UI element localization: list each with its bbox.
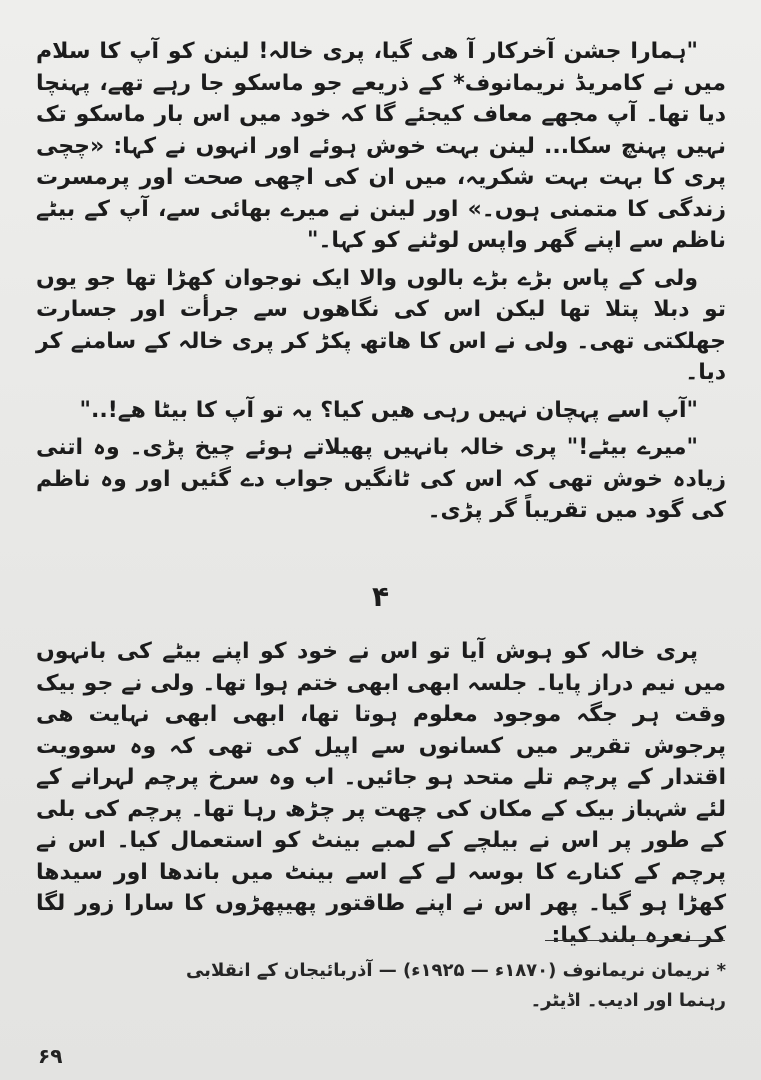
main-text-top — [36, 36, 726, 533]
paragraph-young-man: ولی کے پاس بڑے بڑے بالوں والا ایک نوجوان کھڑا تھا جو یوں تو دبلا پتلا تھا لیکن اس کی نگاھوں سے جرأت اور جسارت جھلکتی تھی۔ ولی نے اس کا ھاتھ پکڑ کر پری خالہ کے سامنے کر دیا۔ — [36, 265, 726, 385]
page-number: ۶۹ — [38, 1044, 63, 1068]
section-number: ۴ — [371, 580, 390, 613]
footnote-divider — [545, 940, 725, 941]
footnote-line-2: رہنما اور ادیب۔ اڈیٹر۔ — [530, 990, 726, 1011]
paragraph-dialogue-lenin: "ہمارا جشن آخرکار آ ھی گیا، پری خالہ! لینن کو آپ کا سلام میں نے کامریڈ نریمانوف* کے ذریعے جو ماسکو جا رہے تھے، پہنچا دیا تھا۔ آپ مجھے معاف کیجئے گا کہ خود میں اس بار ماسکو تک نہیں پہنچ سکا... لینن بہت خوش ہوئے اور انہوں نے کہا: «چچی پری کا بہت بہت شکریہ، میں ان کی اچھی صحت اور پرمسرت زندگی کا متمنی ہوں۔» اور لینن نے میرے بھائی سے، آپ کے بیٹے ناظم سے اپنے گھر واپس لوٹنے کو کہا۔" — [36, 39, 726, 253]
paragraph-flag-raising: پری خالہ کو ہوش آیا تو اس نے خود کو اپنے بیٹے کی بانہوں میں نیم دراز پایا۔ جلسہ ابھی ابھی ختم ہوا تھا۔ ولی نے جو بیک وقت ہر جگہ موجود معلوم ہوتا تھا، ابھی ابھی نہایت ھی پرجوش تقریر میں کسانوں سے اپیل کی تھی کہ وہ سوویت اقتدار کے پرچم تلے متحد ہو جائیں۔ اب وہ سرخ پرچم لہرانے کے لئے شہباز بیک کے مکان کی چھت پر چڑھ رہا تھا۔ پرچم کی بلی کے طور پر اس نے بیلچے کے لمبے بینٹ کو استعمال کیا۔ اس نے پرچم کے کنارے کا بوسہ لے کے اسے بینٹ میں باندھا اور سیدھا کھڑا ہو گیا۔ پھر اس نے اپنے طاقتور پھیپھڑوں کا سارا زور لگا کر نعرہ بلند کیا: — [36, 639, 726, 948]
footnote-line-1: * نریمان نریمانوف (۱۸۷۰ء — ۱۹۲۵ء) — آذربائیجان کے انقلابی — [185, 960, 726, 981]
paragraph-my-son: "میرے بیٹے!" پری خالہ بانہیں پھیلاتے ہوئے چیخ پڑی۔ وہ اتنی زیادہ خوش تھی کہ اس کی ٹانگیں جواب دے گئیں اور وہ ناظم کی گود میں تقریباً گر پڑی۔ — [36, 435, 726, 523]
paragraph-recognize-son: "آپ اسے پہچان نہیں رہی ھیں کیا؟ یہ تو آپ کا بیٹا ھے!.." — [79, 397, 698, 423]
footnote — [60, 956, 726, 1016]
main-text-bottom — [36, 636, 726, 957]
